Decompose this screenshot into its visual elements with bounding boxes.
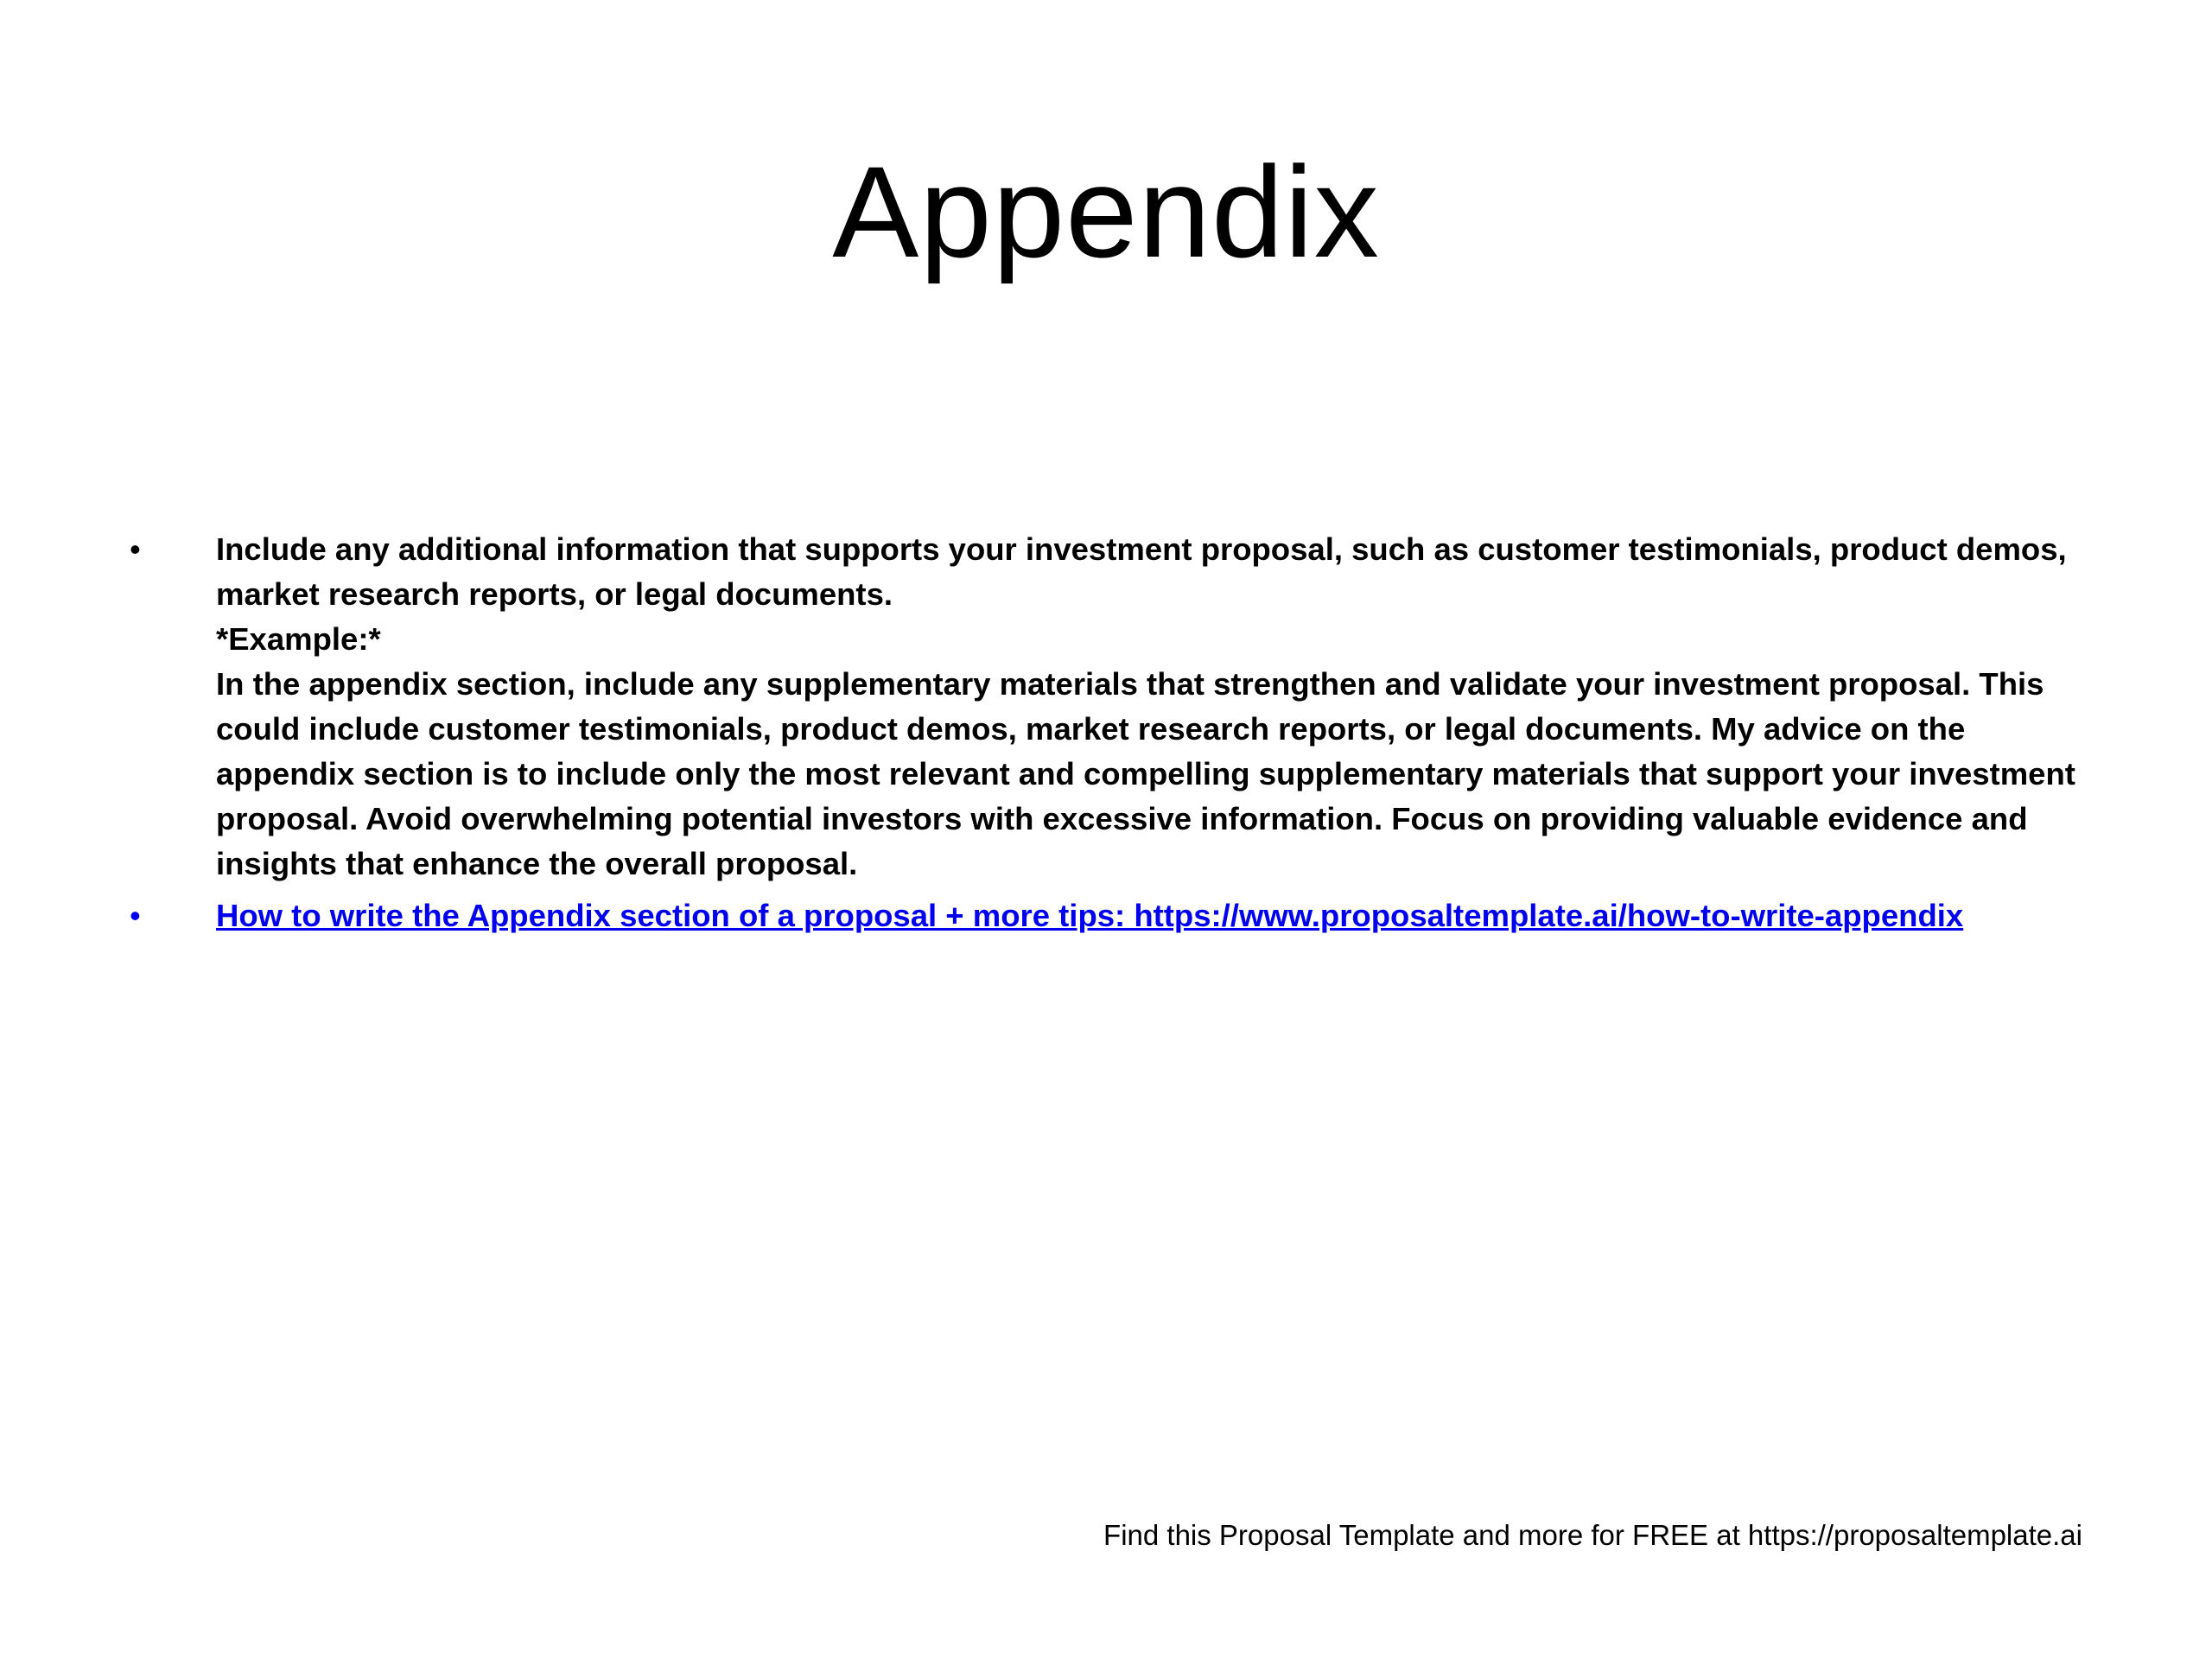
footer-text: Find this Proposal Template and more for FREE at https://proposaltemplate.ai — [1103, 1519, 2082, 1551]
bullet-icon: • — [130, 898, 141, 933]
bullet-item-tips-link — [130, 893, 2108, 938]
bullet-paragraph-example-label: *Example:* — [216, 621, 381, 657]
bullet-text — [216, 527, 2108, 887]
bullet-paragraph-intro: Include any additional information that supports your investment proposal, such as customer testimonials, product demos, market research reports, or legal documents. — [216, 531, 2067, 612]
bullet-text — [216, 893, 2108, 938]
bullet-icon: • — [130, 531, 141, 567]
slide-title: Appendix — [832, 139, 1380, 284]
bullet-list — [130, 527, 2108, 945]
bullet-item-appendix-info — [130, 527, 2108, 887]
bullet-paragraph-example-body: In the appendix section, include any supplementary materials that strengthen and validate your investment proposal. This could include customer testimonials, product demos, market research reports, or legal documents. My advice on the appendix section is to include only the most relevant and compelling supplementary materials that support your investment proposal. Avoid overwhelming potential investors with excessive information. Focus on providing valuable evidence and insights that enhance the overall proposal. — [216, 666, 2075, 881]
appendix-tips-link[interactable]: How to write the Appendix section of a proposal + more tips: https://www.proposaltemplate.ai/how-to-write-appendix — [216, 898, 1964, 933]
